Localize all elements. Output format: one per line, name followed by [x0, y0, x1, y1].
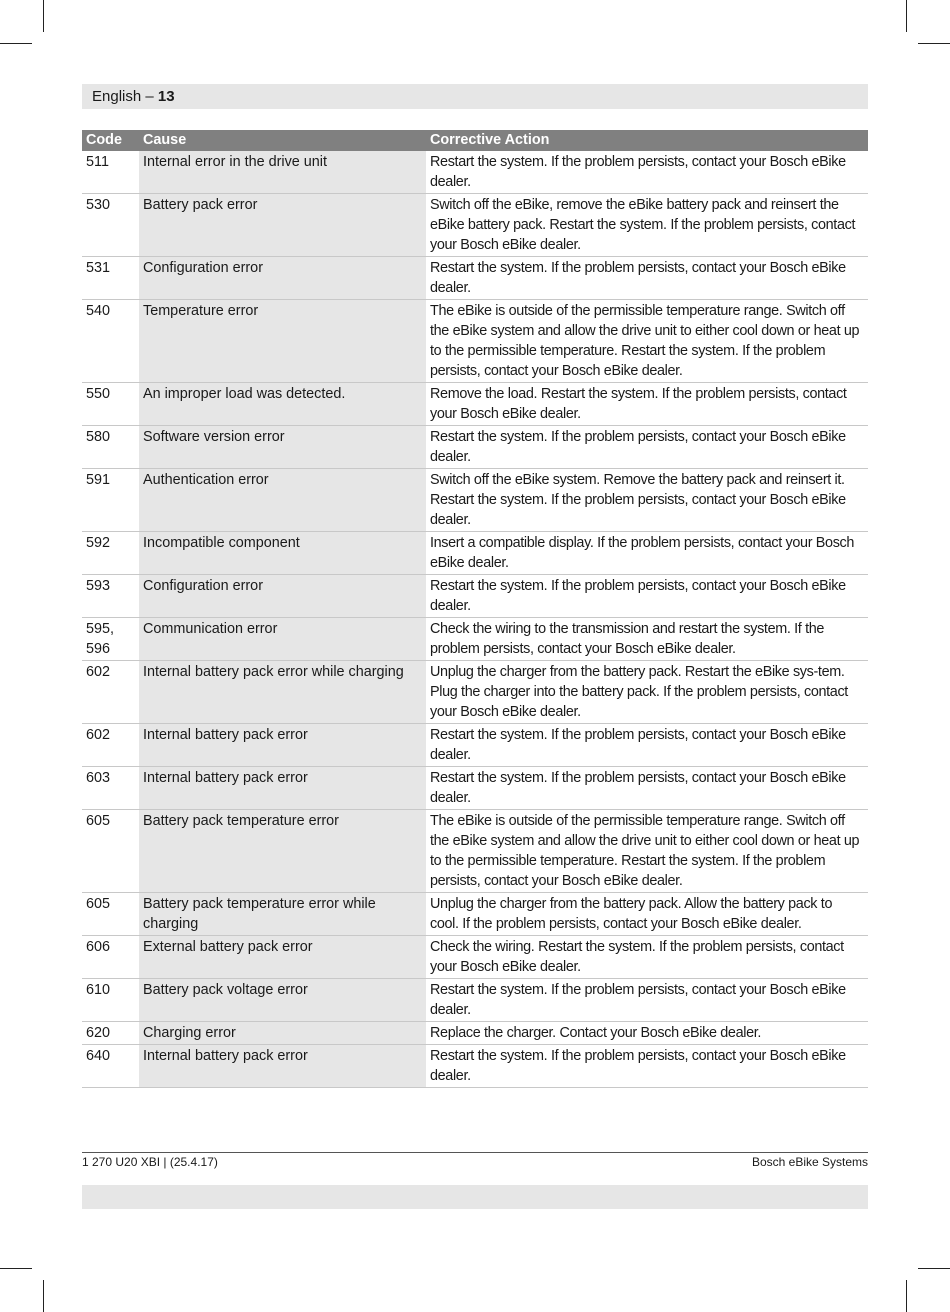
error-code-cell: 603 — [82, 767, 139, 810]
cause-cell: Battery pack error — [139, 194, 426, 257]
table-row — [82, 575, 868, 618]
footer-company: Bosch eBike Systems — [751, 1155, 868, 1169]
cause-cell: Internal battery pack error — [139, 767, 426, 810]
corrective-action-cell: Restart the system. If the problem persists, contact your Bosch eBike dealer. — [426, 257, 868, 300]
table-row — [82, 767, 868, 810]
footer-document-id: 1 270 U20 XBI | (25.4.17) — [82, 1155, 218, 1169]
crop-mark — [906, 1280, 907, 1312]
error-code-cell: 531 — [82, 257, 139, 300]
corrective-action-cell: Insert a compatible display. If the problem persists, contact your Bosch eBike dealer. — [426, 532, 868, 575]
error-code-cell: 593 — [82, 575, 139, 618]
table-row — [82, 151, 868, 194]
table-row — [82, 979, 868, 1022]
cause-cell: Authentication error — [139, 469, 426, 532]
corrective-action-cell: The eBike is outside of the permissible temperature range. Switch off the eBike system and allow the drive unit to either cool down or heat up to the permissible temperature. Restart the system. If the problem persists, contact your Bosch eBike dealer. — [426, 810, 868, 893]
corrective-action-cell: Restart the system. If the problem persists, contact your Bosch eBike dealer. — [426, 724, 868, 767]
crop-mark — [43, 0, 44, 32]
error-code-cell: 511 — [82, 151, 139, 194]
column-header-cause: Cause — [139, 130, 426, 151]
crop-mark — [918, 1268, 950, 1269]
table-row — [82, 1045, 868, 1088]
error-code-cell: 550 — [82, 383, 139, 426]
corrective-action-cell: Restart the system. If the problem persists, contact your Bosch eBike dealer. — [426, 979, 868, 1022]
cause-cell: Internal error in the drive unit — [139, 151, 426, 194]
page-header — [82, 84, 868, 109]
error-code-cell: 595, 596 — [82, 618, 139, 661]
table-row — [82, 257, 868, 300]
corrective-action-cell: Restart the system. If the problem persists, contact your Bosch eBike dealer. — [426, 151, 868, 194]
corrective-action-cell: Replace the charger. Contact your Bosch eBike dealer. — [426, 1022, 868, 1045]
crop-mark — [0, 43, 32, 44]
header-language: English — [92, 88, 142, 105]
footer-divider — [82, 1152, 868, 1153]
error-code-cell: 620 — [82, 1022, 139, 1045]
error-code-table — [82, 130, 868, 1088]
cause-cell: External battery pack error — [139, 936, 426, 979]
table-row — [82, 1022, 868, 1045]
crop-mark — [0, 1268, 32, 1269]
error-code-cell: 605 — [82, 893, 139, 936]
error-code-cell: 540 — [82, 300, 139, 383]
page-header-text — [92, 87, 175, 106]
table-row — [82, 426, 868, 469]
footer-band — [82, 1185, 868, 1209]
cause-cell: Configuration error — [139, 575, 426, 618]
corrective-action-cell: Restart the system. If the problem persists, contact your Bosch eBike dealer. — [426, 767, 868, 810]
error-code-cell: 610 — [82, 979, 139, 1022]
column-header-action: Corrective Action — [426, 130, 868, 151]
corrective-action-cell: Restart the system. If the problem persists, contact your Bosch eBike dealer. — [426, 1045, 868, 1088]
corrective-action-cell: Switch off the eBike system. Remove the battery pack and reinsert it. Restart the system. If the problem persists, contact your Bosch eBike dealer. — [426, 469, 868, 532]
corrective-action-cell: Unplug the charger from the battery pack. Allow the battery pack to cool. If the problem persists, contact your Bosch eBike dealer. — [426, 893, 868, 936]
cause-cell: Battery pack voltage error — [139, 979, 426, 1022]
column-header-code: Code — [82, 130, 139, 151]
table-body — [82, 151, 868, 1088]
table-row — [82, 936, 868, 979]
corrective-action-cell: Restart the system. If the problem persists, contact your Bosch eBike dealer. — [426, 575, 868, 618]
cause-cell: Software version error — [139, 426, 426, 469]
table-row — [82, 300, 868, 383]
error-code-cell: 592 — [82, 532, 139, 575]
error-code-cell: 580 — [82, 426, 139, 469]
error-code-cell: 591 — [82, 469, 139, 532]
cause-cell: An improper load was detected. — [139, 383, 426, 426]
table-row — [82, 724, 868, 767]
corrective-action-cell: Unplug the charger from the battery pack. Restart the eBike sys-tem. Plug the charger into the battery pack. If the problem persists, contact your Bosch eBike dealer. — [426, 661, 868, 724]
crop-mark — [918, 43, 950, 44]
cause-cell: Configuration error — [139, 257, 426, 300]
error-code-cell: 530 — [82, 194, 139, 257]
cause-cell: Charging error — [139, 1022, 426, 1045]
crop-mark — [906, 0, 907, 32]
crop-mark — [43, 1280, 44, 1312]
cause-cell: Internal battery pack error — [139, 1045, 426, 1088]
corrective-action-cell: Remove the load. Restart the system. If the problem persists, contact your Bosch eBike dealer. — [426, 383, 868, 426]
error-code-cell: 602 — [82, 661, 139, 724]
cause-cell: Incompatible component — [139, 532, 426, 575]
table-row — [82, 618, 868, 661]
table-row — [82, 194, 868, 257]
cause-cell: Internal battery pack error — [139, 724, 426, 767]
table-row — [82, 661, 868, 724]
table-row — [82, 383, 868, 426]
error-code-cell: 602 — [82, 724, 139, 767]
error-code-cell: 640 — [82, 1045, 139, 1088]
error-code-cell: 605 — [82, 810, 139, 893]
page-number: 13 — [157, 88, 175, 105]
cause-cell: Battery pack temperature error — [139, 810, 426, 893]
cause-cell: Communication error — [139, 618, 426, 661]
corrective-action-cell: Switch off the eBike, remove the eBike battery pack and reinsert the eBike battery pack. Restart the system. If the problem persists, contact your Bosch eBike dealer. — [426, 194, 868, 257]
table-row — [82, 893, 868, 936]
header-separator: – — [141, 88, 158, 105]
corrective-action-cell: Check the wiring. Restart the system. If the problem persists, contact your Bosch eBike dealer. — [426, 936, 868, 979]
table-row — [82, 810, 868, 893]
cause-cell: Battery pack temperature error while charging — [139, 893, 426, 936]
cause-cell: Internal battery pack error while charging — [139, 661, 426, 724]
table-row — [82, 532, 868, 575]
error-code-cell: 606 — [82, 936, 139, 979]
cause-cell: Temperature error — [139, 300, 426, 383]
table-header-row — [82, 130, 868, 151]
corrective-action-cell: The eBike is outside of the permissible temperature range. Switch off the eBike system and allow the drive unit to either cool down or heat up to the permissible temperature. Restart the system. If the problem persists, contact your Bosch eBike dealer. — [426, 300, 868, 383]
table-row — [82, 469, 868, 532]
corrective-action-cell: Restart the system. If the problem persists, contact your Bosch eBike dealer. — [426, 426, 868, 469]
corrective-action-cell: Check the wiring to the transmission and restart the system. If the problem persists, contact your Bosch eBike dealer. — [426, 618, 868, 661]
